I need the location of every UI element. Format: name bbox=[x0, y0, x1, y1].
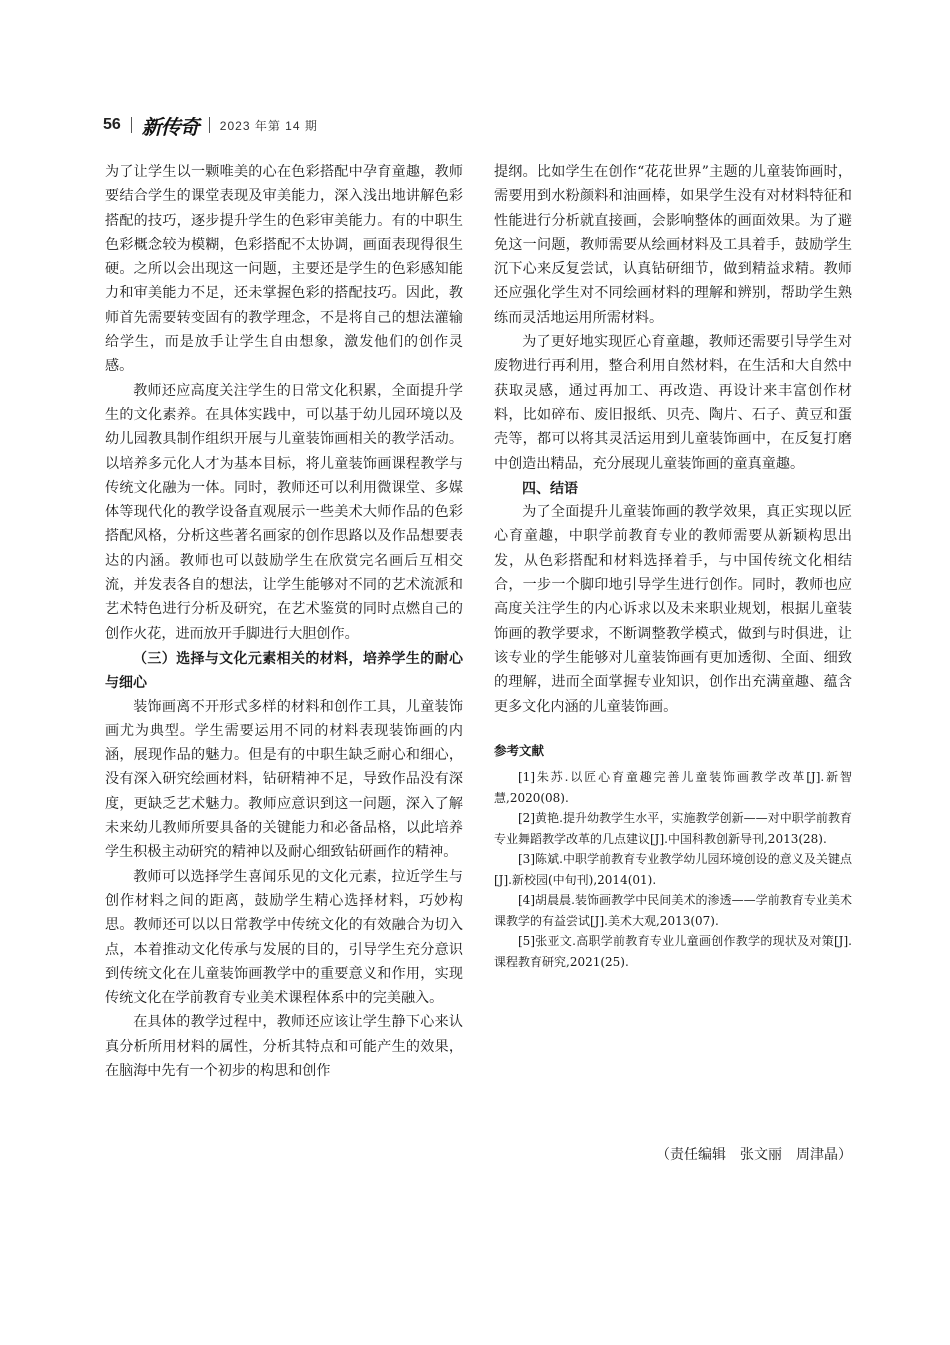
header-divider bbox=[131, 117, 132, 133]
page-header bbox=[103, 113, 318, 137]
paragraph: 教师还应高度关注学生的日常文化积累，全面提升学生的文化素养。在具体实践中，可以基于幼儿园环境以及幼儿园教具制作组织开展与儿童装饰画相关的教学活动。以培养多元化人才为基本目标，将儿童装饰画课程教学与传统文化融为一体。同时，教师还可以利用微课堂、多媒体等现代化的教学设备直观展示一些美术大师作品的色彩搭配风格，分析这些著名画家的创作思路以及作品想要表达的内涵。教师也可以鼓励学生在欣赏完名画后互相交流，并发表各自的想法，让学生能够对不同的艺术流派和艺术特色进行分析及研究，在艺术鉴赏的同时点燃自己的创作火花，进而放开手脚进行大胆创作。 bbox=[105, 382, 463, 642]
subsection-heading: （三）选择与文化元素相关的材料，培养学生的耐心与细心 bbox=[105, 649, 463, 691]
section-heading: 四、结语 bbox=[522, 479, 578, 496]
right-column bbox=[494, 160, 852, 972]
paragraph: 为了让学生以一颗唯美的心在色彩搭配中孕育童趣，教师要结合学生的课堂表现及审美能力，深入浅出地讲解色彩搭配的技巧，逐步提升学生的色彩审美能力。有的中职生色彩概念较为模糊，色彩搭配不太协调，画面表现得很生硬。之所以会出现这一问题，主要还是学生的色彩感知能力和审美能力不足，还未掌握色彩的搭配技巧。因此，教师首先需要转变固有的教学理念，不是将自己的想法灌输给学生，而是放手让学生自由想象，激发他们的创作灵感。 bbox=[105, 164, 463, 375]
paragraph: 为了全面提升儿童装饰画的教学效果，真正实现以匠心育童趣，中职学前教育专业的教师需要从新颖构思出发，从色彩搭配和材料选择着手，与中国传统文化相结合，一步一个脚印地引导学生进行创作。同时，教师也应高度关注学生的内心诉求以及未来职业规划，根据儿童装饰画的教学要求，不断调整教学模式，做到与时俱进，让该专业的学生能够对儿童装饰画有更加透彻、全面、细致的理解，进而全面掌握专业知识，创作出充满童趣、蕴含更多文化内涵的儿童装饰画。 bbox=[494, 504, 852, 715]
reference-item: [3]陈斌.中职学前教育专业教学幼儿园环境创设的意义及关键点[J].新校园(中旬刊),2014(01). bbox=[494, 852, 852, 887]
page-number: 56 bbox=[103, 116, 121, 133]
references-heading: 参考文献 bbox=[494, 743, 545, 758]
reference-item: [5]张亚文.高职学前教育专业儿童画创作教学的现状及对策[J].课程教育研究,2021(25). bbox=[494, 934, 852, 969]
header-divider bbox=[209, 117, 210, 133]
left-column bbox=[105, 160, 463, 1083]
paragraph: 在具体的教学过程中，教师还应该让学生静下心来认真分析所用材料的属性，分析其特点和可能产生的效果，在脑海中先有一个初步的构思和创作 bbox=[105, 1014, 463, 1079]
journal-logo: 新传奇 bbox=[141, 114, 199, 139]
reference-item: [2]黄艳.提升幼教学生水平，实施教学创新——对中职学前教育专业舞蹈教学改革的几点建议[J].中国科教创新导刊,2013(28). bbox=[494, 811, 852, 846]
paragraph: 装饰画离不开形式多样的材料和创作工具，儿童装饰画尤为典型。学生需要运用不同的材料表现装饰画的内涵，展现作品的魅力。但是有的中职生缺乏耐心和细心，没有深入研究绘画材料，钻研精神不足，导致作品没有深度，更缺乏艺术魅力。教师应意识到这一问题，深入了解未来幼儿教师所要具备的关键能力和必备品格，以此培养学生积极主动研究的精神以及耐心细致钻研画作的精神。 bbox=[105, 698, 463, 861]
paragraph: 提纲。比如学生在创作“花花世界”主题的儿童装饰画时，需要用到水粉颜料和油画棒，如果学生没有对材料特征和性能进行分析就直接画，会影响整体的画面效果。为了避免这一问题，教师需要从绘画材料及工具着手，鼓励学生沉下心来反复尝试，认真钻研细节，做到精益求精。教师还应强化学生对不同绘画材料的理解和辨别，帮助学生熟练而灵活地运用所需材料。 bbox=[494, 164, 852, 326]
responsible-editor: （责任编辑 张文丽 周津晶） bbox=[656, 1147, 852, 1163]
paragraph: 为了更好地实现匠心育童趣，教师还需要引导学生对废物进行再利用，整合利用自然材料，在生活和大自然中获取灵感，通过再加工、再改造、再设计来丰富创作材料，比如碎布、废旧报纸、贝壳、陶片、石子、黄豆和蛋壳等，都可以将其灵活运用到儿童装饰画中，在反复打磨中创造出精品，充分展现儿童装饰画的童真童趣。 bbox=[494, 334, 852, 472]
issue-label: 2023 年第 14 期 bbox=[219, 118, 318, 133]
paragraph: 教师可以选择学生喜闻乐见的文化元素，拉近学生与创作材料之间的距离，鼓励学生精心选择材料，巧妙构思。教师还可以以日常教学中传统文化的有效融合为切入点，本着推动文化传承与发展的目的，引导学生充分意识到传统文化在儿童装饰画教学中的重要意义和作用，实现传统文化在学前教育专业美术课程体系中的完美融入。 bbox=[105, 868, 463, 1007]
reference-item: [4]胡晨晨.装饰画教学中民间美术的渗透——学前教育专业美术课教学的有益尝试[J].美术大观,2013(07). bbox=[494, 893, 852, 928]
reference-item: [1]朱苏.以匠心育童趣完善儿童装饰画教学改革[J].新智慧,2020(08). bbox=[494, 770, 852, 805]
